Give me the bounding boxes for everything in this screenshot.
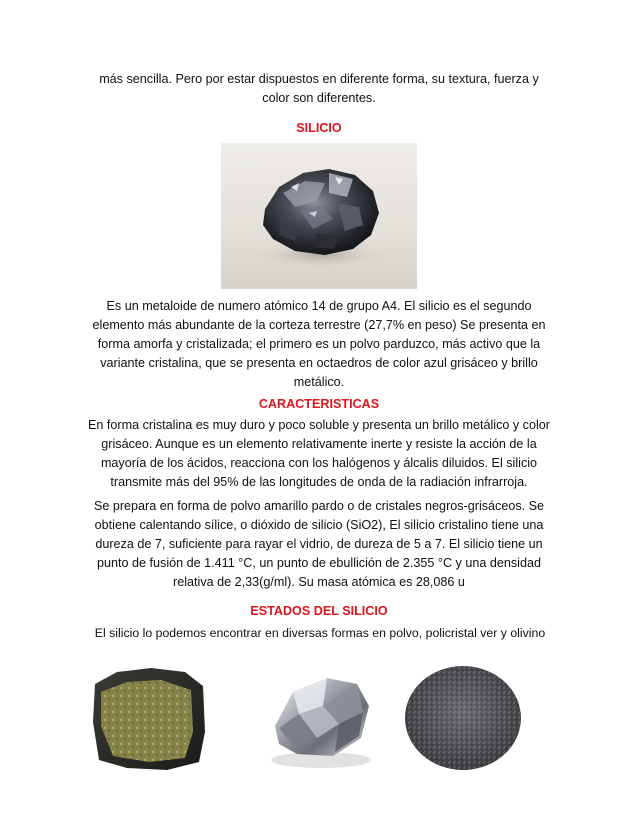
cristalina-line-2: grisáceo. Aunque es un elemento relativamente inerte y resiste la acción de la: [101, 437, 537, 451]
polycrystal-silicon-image: [257, 662, 381, 776]
metaloide-line-5: metálico.: [293, 375, 345, 389]
heading-estados: ESTADOS DEL SILICIO: [250, 604, 388, 618]
prepara-line-4: punto de fusión de 1.411 °C, un punto de ebullición de 2.355 °C y una densidad: [97, 556, 541, 570]
metaloide-line-4: variante cristalina, que se presenta en octaedros de color azul grisáceo y brillo: [100, 356, 538, 370]
cristalina-line-3: mayoría de los ácidos, reacciona con los halógenos y álcalis diluidos. El silicio: [100, 456, 538, 470]
olivine-rock-image: [87, 662, 211, 776]
heading-caracteristicas: CARACTERISTICAS: [258, 397, 380, 411]
prepara-line-2: obtiene calentando sílice, o dióxido de silicio (SiO2), El silicio cristalino tiene una: [94, 518, 544, 532]
intro-line-2: color son diferentes.: [262, 91, 376, 105]
prepara-paragraph: [86, 497, 552, 592]
cristalina-line-1: En forma cristalina es muy duro y poco soluble y presenta un brillo metálico y color: [88, 418, 550, 432]
cristalina-paragraph: [86, 416, 552, 492]
prepara-line-3: dureza de 7, suficiente para rayar el vidrio, de dureza de 5 a 7. El silicio tiene un: [95, 537, 543, 551]
metaloide-line-1: Es un metaloide de numero atómico 14 de grupo A4. El silicio es el segundo: [106, 299, 532, 313]
estados-paragraph: El silicio lo podemos encontrar en diversas formas en polvo, policristal ver y olivino: [94, 626, 546, 640]
intro-line-1: más sencilla. Pero por estar dispuestos en diferente forma, su textura, fuerza y: [99, 72, 539, 86]
prepara-line-1: Se prepara en forma de polvo amarillo pardo o de cristales negros-grisáceos. Se: [93, 499, 545, 513]
heading-silicio: SILICIO: [296, 121, 342, 135]
cristalina-line-4: transmite más del 95% de las longitudes de onda de la radiación infrarroja.: [110, 475, 528, 489]
silicon-powder-image: [398, 662, 528, 776]
intro-paragraph: [86, 70, 552, 108]
metaloide-line-2: elemento más abundante de la corteza terrestre (27,7% en peso) Se presenta en: [92, 318, 546, 332]
prepara-line-5: relativa de 2,33(g/ml). Su masa atómica es 28,086 u: [173, 575, 465, 589]
metaloide-paragraph: [86, 297, 552, 392]
metaloide-line-3: forma amorfa y cristalizada; el primero es un polvo parduzco, más activo que la: [97, 337, 541, 351]
silicon-rock-image: [221, 143, 417, 289]
